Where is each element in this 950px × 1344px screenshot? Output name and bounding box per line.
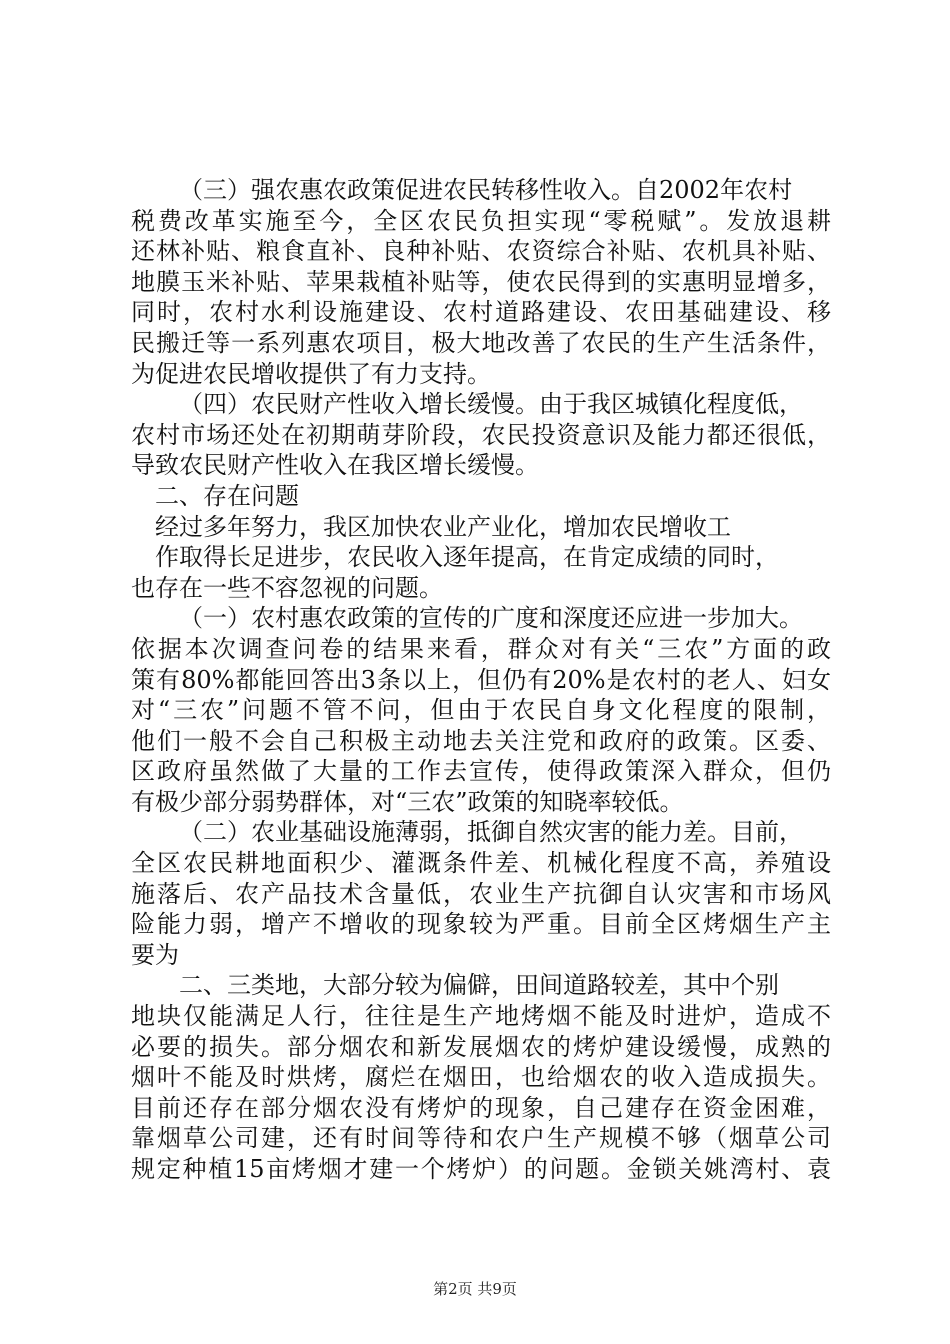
paragraph-line: 农村市场还处在初期萌芽阶段，农民投资意识及能力都还很低， — [131, 420, 831, 449]
paragraph-line: 依据本次调查问卷的结果来看，群众对有关“三农”方面的政 — [131, 634, 831, 663]
paragraph-line: 他们一般不会自己积极主动地去关注党和政府的政策。区委、 — [131, 726, 831, 755]
paragraph-line: 目前还存在部分烟农没有烤炉的现象，自己建存在资金困难， — [131, 1093, 831, 1122]
paragraph-line: 施落后、农产品技术含量低，农业生产抗御自认灾害和市场风 — [131, 879, 831, 908]
paragraph-line: 规定种植15亩烤烟才建一个烤炉）的问题。金锁关姚湾村、袁 — [131, 1155, 831, 1183]
paragraph-line: 为促进农民增收提供了有力支持。 — [131, 359, 491, 388]
paragraph-line: 还林补贴、粮食直补、良种补贴、农资综合补贴、农机具补贴、 — [131, 237, 831, 266]
page-footer — [0, 1278, 950, 1299]
paragraph-line: 烟叶不能及时烘烤，腐烂在烟田，也给烟农的收入造成损失。 — [131, 1063, 831, 1092]
paragraph-line: 全区农民耕地面积少、灌溉条件差、机械化程度不高，养殖设 — [131, 849, 831, 878]
paragraph-line: 靠烟草公司建，还有时间等待和农户生产规模不够（烟草公司 — [131, 1124, 831, 1153]
paragraph-line: 有极少部分弱势群体，对“三农”政策的知晓率较低。 — [131, 787, 684, 816]
paragraph-line: （三）强农惠农政策促进农民转移性收入。自2002年农村 — [179, 176, 793, 204]
paragraph-line: 地膜玉米补贴、苹果栽植补贴等，使农民得到的实惠明显增多， — [131, 267, 831, 296]
paragraph-line: 同时，农村水利设施建设、农村道路建设、农田基础建设、移 — [131, 298, 831, 327]
body-text — [131, 175, 831, 1185]
paragraph-line: 地块仅能满足人行，往往是生产地烤烟不能及时进炉，造成不 — [131, 1002, 831, 1031]
paragraph-line: 作取得长足进步，农民收入逐年提高，在肯定成绩的同时， — [155, 543, 779, 572]
paragraph-line: （二）农业基础设施薄弱，抵御自然灾害的能力差。目前， — [179, 818, 803, 847]
paragraph-line: 对“三农”问题不管不问，但由于农民自身文化程度的限制， — [131, 696, 831, 725]
paragraph-line: 导致农民财产性收入在我区增长缓慢。 — [131, 451, 539, 480]
paragraph-line: 险能力弱，增产不增收的现象较为严重。目前全区烤烟生产主 — [131, 910, 831, 939]
paragraph-line: （四）农民财产性收入增长缓慢。由于我区城镇化程度低， — [179, 390, 803, 419]
paragraph-line: 民搬迁等一系列惠农项目，极大地改善了农民的生产生活条件， — [131, 328, 831, 357]
paragraph-line: 二、三类地，大部分较为偏僻，田间道路较差，其中个别 — [179, 971, 779, 1000]
section-heading: 二、存在问题 — [155, 481, 299, 510]
paragraph-line: 经过多年努力，我区加快农业产业化，增加农民增收工 — [155, 512, 731, 541]
paragraph-line: 策有80%都能回答出3条以上，但仍有20%是农村的老人、妇女 — [131, 665, 831, 694]
page-number-label: 第2页 共9页 — [433, 1280, 517, 1298]
paragraph-line: 要为 — [131, 940, 179, 969]
paragraph-line: 区政府虽然做了大量的工作去宣传，使得政策深入群众，但仍 — [131, 757, 831, 786]
paragraph-line: 也存在一些不容忽视的问题。 — [131, 573, 443, 602]
paragraph-line: 必要的损失。部分烟农和新发展烟农的烤炉建设缓慢，成熟的 — [131, 1032, 831, 1061]
paragraph-line: （一）农村惠农政策的宣传的广度和深度还应进一步加大。 — [179, 604, 803, 633]
paragraph-line: 税费改革实施至今，全区农民负担实现“零税赋”。发放退耕 — [131, 206, 831, 235]
